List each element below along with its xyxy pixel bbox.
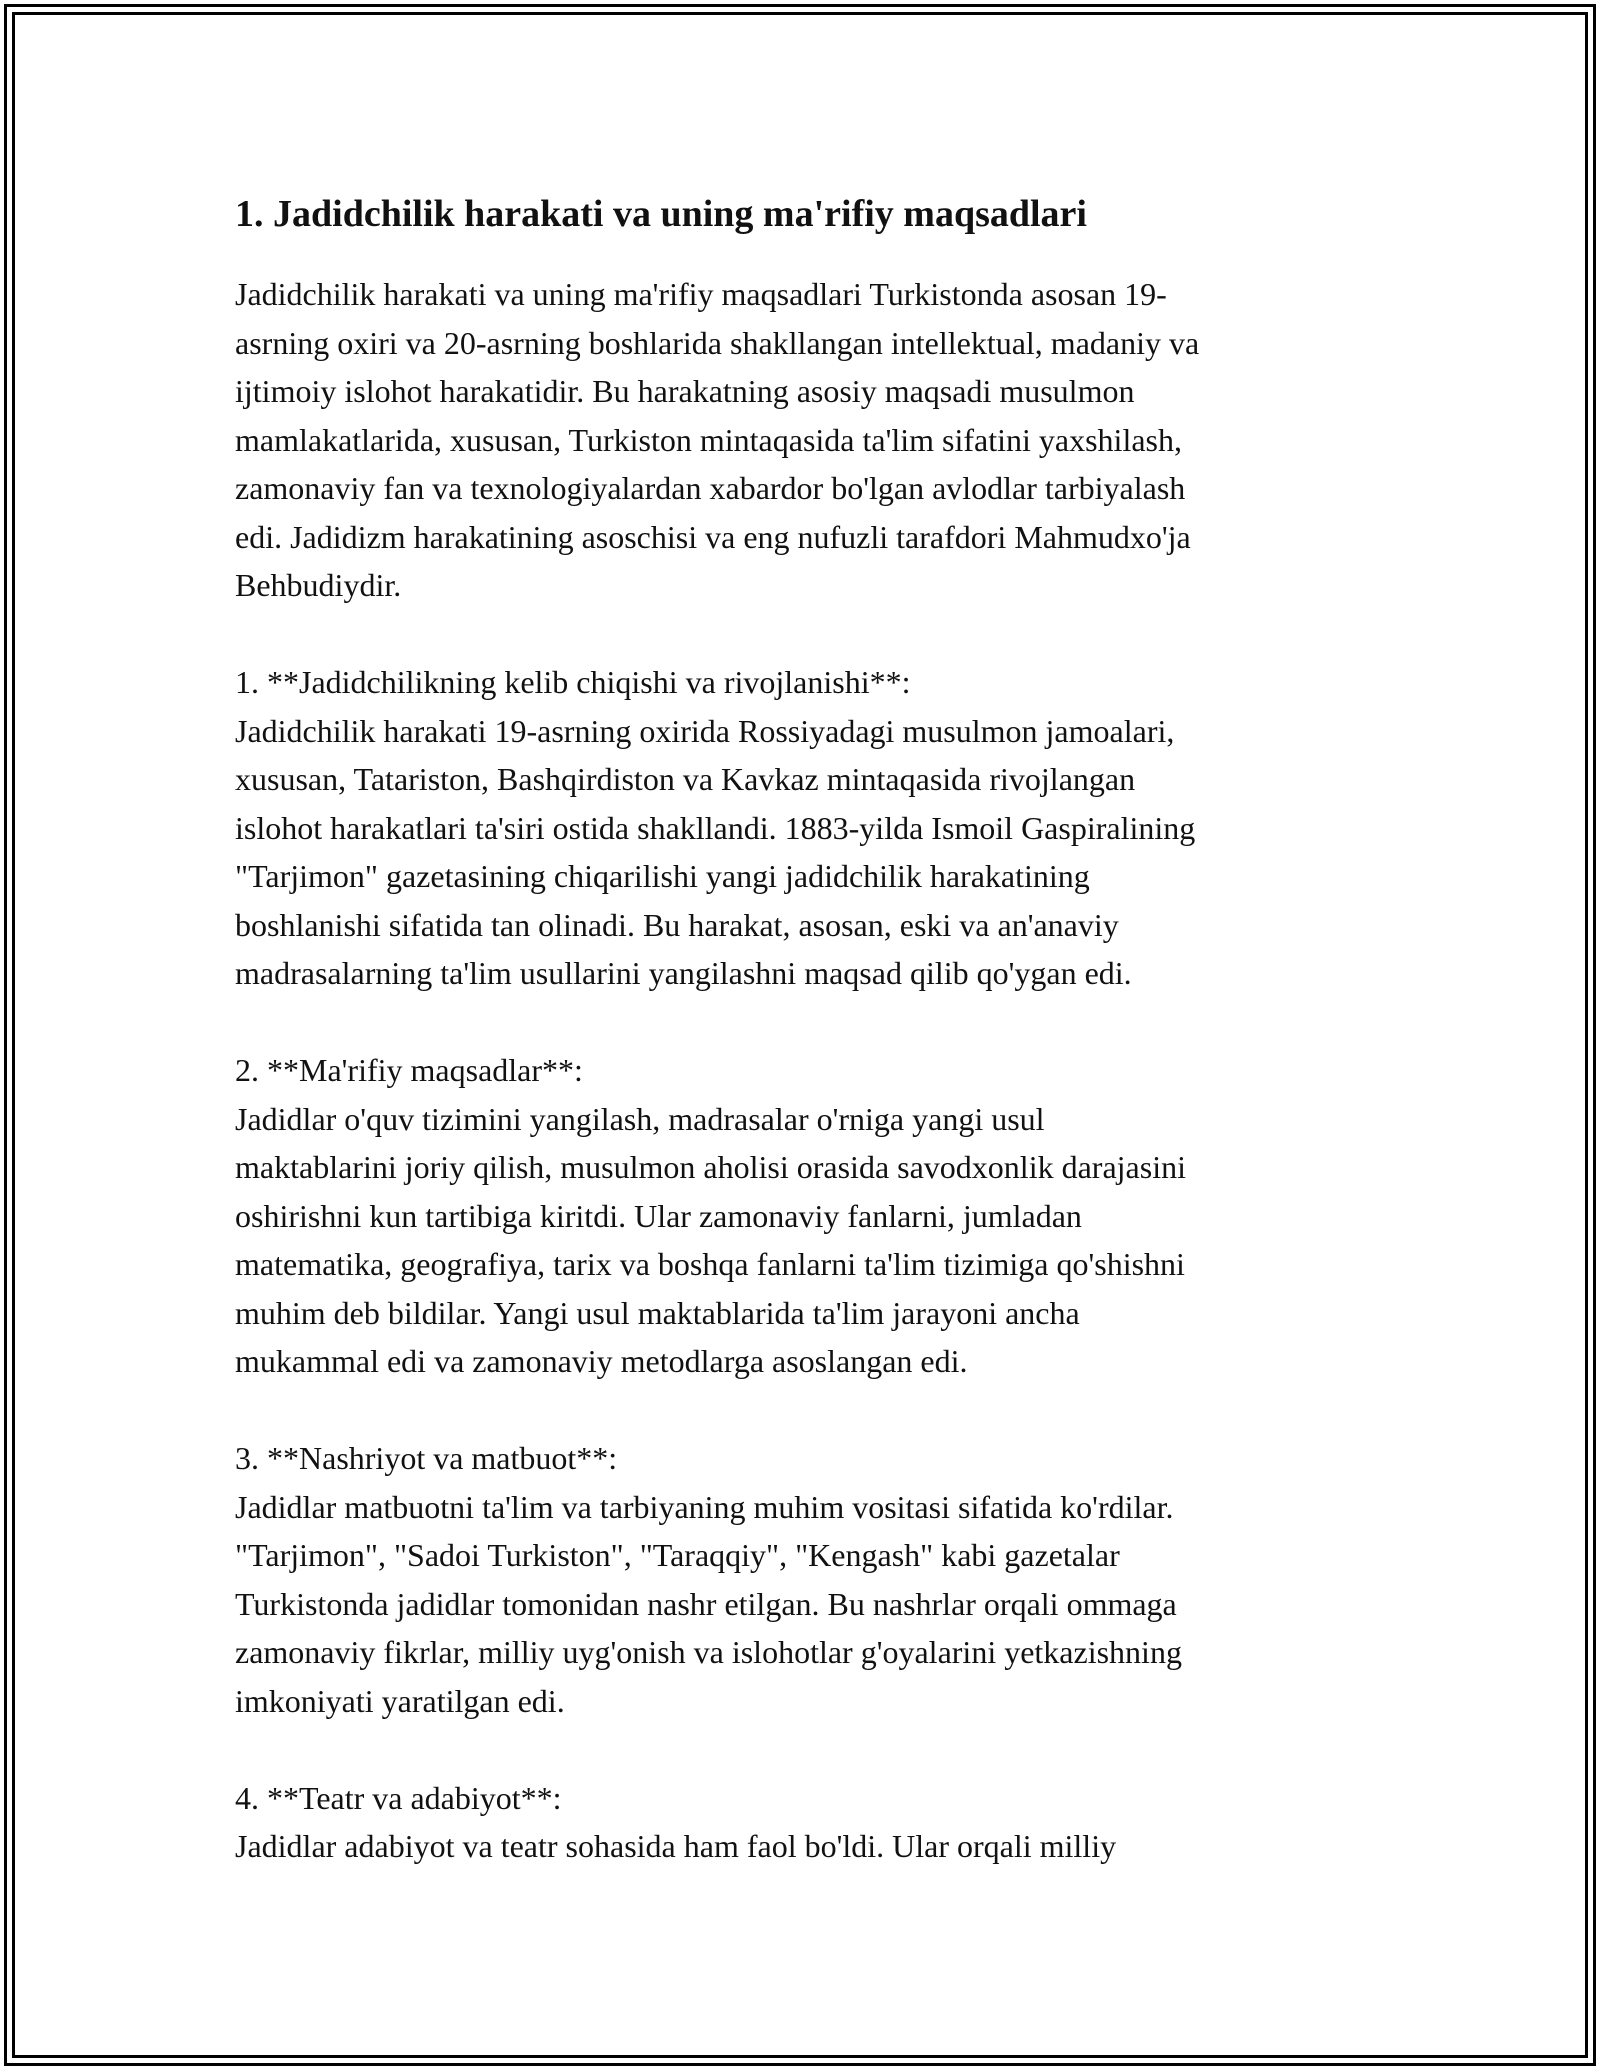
section-educational-goals <box>235 1046 1365 1386</box>
section-heading: 2. **Ma'rifiy maqsadlar**: <box>235 1052 583 1088</box>
intro-paragraph: Jadidchilik harakati va uning ma'rifiy maqsadlari Turkistonda asosan 19- asrning oxiri va 20-asrning boshlarida shakllangan intellektual, madaniy va ijtimoiy islohot harakatidir. Bu harakatning asosiy maqsadi musulmon mamlakatlarida, xususan, Turkiston mintaqasida ta'lim sifatini yaxshilash, zamonaviy fan va texnologiyalardan xabardor bo'lgan avlodlar tarbiyalash edi. Jadidizm harakatining asoschisi va eng nufuzli tarafdori Mahmudxo'ja Behbudiydir. <box>235 276 1200 603</box>
document-title: 1. Jadidchilik harakati va uning ma'rifiy maqsadlari <box>235 193 1087 235</box>
section-heading: 1. **Jadidchilikning kelib chiqishi va rivojlanishi**: <box>235 664 911 700</box>
section-body: Jadidlar matbuotni ta'lim va tarbiyaning muhim vositasi sifatida ko'rdilar. "Tarjimon", "Sadoi Turkiston", "Taraqqiy", "Kengash" kabi gazetalar Turkistonda jadidlar tomonidan nashr etilgan. Bu nashrlar orqali ommaga zamonaviy fikrlar, milliy uyg'onish va islohotlar g'oyalarini yetkazishning imkoniyati yaratilgan edi. <box>235 1488 1182 1719</box>
section-body: Jadidlar adabiyot va teatr sohasida ham faol bo'ldi. Ular orqali milliy <box>235 1828 1117 1864</box>
section-heading: 4. **Teatr va adabiyot**: <box>235 1779 562 1816</box>
document-content <box>235 188 1365 1871</box>
section-origins <box>235 658 1365 998</box>
section-body: Jadidlar o'quv tizimini yangilash, madrasalar o'rniga yangi usul maktablarini joriy qilish, musulmon aholisi orasida savodxonlik darajasini oshirishni kun tartibiga kiritdi. Ular zamonaviy fanlarni, jumladan matematika, geografiya, tarix va boshqa fanlarni ta'lim tizimiga qo'shishni muhim deb bildilar. Yangi usul maktablarida ta'lim jarayoni ancha mukammal edi va zamonaviy metodlarga asoslangan edi. <box>235 1100 1186 1379</box>
section-body: Jadidchilik harakati 19-asrning oxirida Rossiyadagi musulmon jamoalari, xususan, Tatariston, Bashqirdiston va Kavkaz mintaqasida rivojlangan islohot harakatlari ta'siri ostida shakllandi. 1883-yilda Ismoil Gaspiralining "Tarjimon" gazetasining chiqarilishi yangi jadidchilik harakatining boshlanishi sifatida tan olinadi. Bu harakat, asosan, eski va an'anaviy madrasalarning ta'lim usullarini yangilashni maqsad qilib qo'ygan edi. <box>235 712 1196 991</box>
section-theatre-literature <box>235 1774 1365 1871</box>
section-press <box>235 1434 1365 1725</box>
section-heading: 3. **Nashriyot va matbuot**: <box>235 1440 618 1476</box>
